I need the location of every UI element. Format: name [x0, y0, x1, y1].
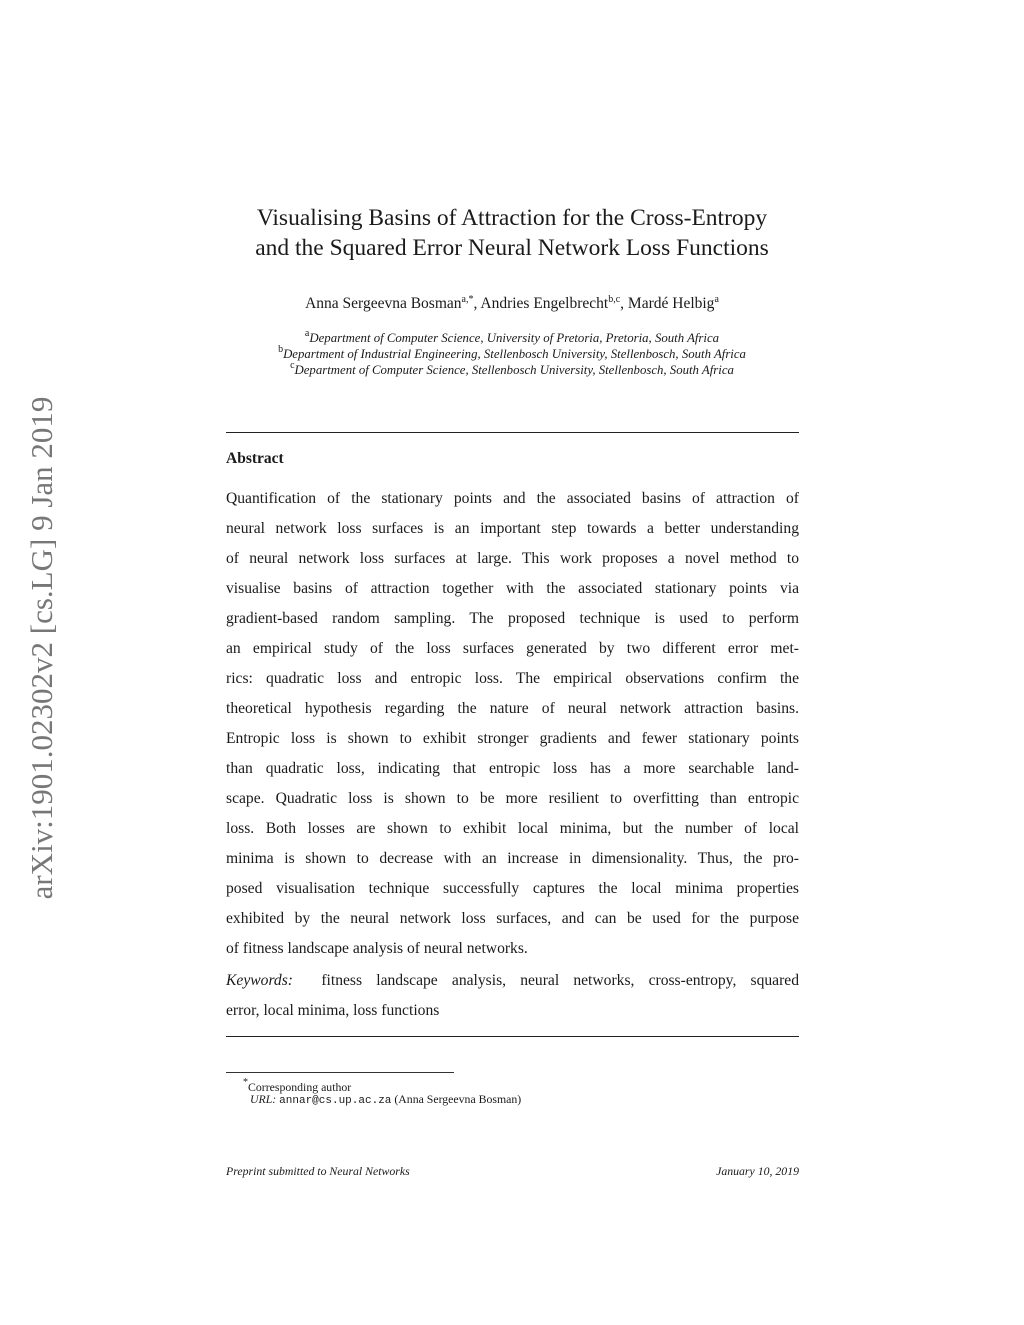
abstract-heading: Abstract: [226, 450, 284, 467]
keywords-line-2: error, local minima, loss functions: [226, 1002, 440, 1019]
abstract-line: than quadratic loss, indicating that entropic loss has a more searchable land-: [226, 760, 799, 777]
footer-date: January 10, 2019: [716, 1164, 799, 1178]
abstract-line: gradient-based random sampling. The proposed technique is used to perform: [226, 610, 799, 627]
abstract-line: theoretical hypothesis regarding the nature of neural network attraction basins.: [226, 700, 799, 717]
affiliation-mark: c: [290, 360, 295, 371]
author-affiliation-mark: b,c: [608, 294, 621, 305]
paper-title-line-1: Visualising Basins of Attraction for the Cross-Entropy: [256, 205, 768, 231]
author-name: Mardé Helbig: [627, 295, 715, 312]
author-affiliation-mark: a: [714, 294, 719, 305]
email-owner: (Anna Sergeevna Bosman): [394, 1092, 522, 1106]
footer-venue: Preprint submitted to Neural Networks: [226, 1164, 410, 1178]
affiliation-mark: a: [304, 328, 310, 339]
footnote-text: Corresponding author: [248, 1080, 352, 1094]
affiliation-text: Department of Computer Science, Stellenbosch University, Stellenbosch, South Africa: [294, 363, 734, 377]
abstract-bottom-rule: [226, 1036, 799, 1037]
author-list: Anna Sergeevna Bosman$^{a,*}$, Andries Engelbrecht$^{b,c}$, Mardé Helbig$^a$: [305, 294, 719, 312]
abstract-line: Quantification of the stationary points and the associated basins of attraction of: [226, 490, 799, 507]
abstract-top-rule: [226, 432, 799, 433]
author-name: Anna Sergeevna Bosman: [305, 295, 462, 312]
abstract-line: rics: quadratic loss and entropic loss. The empirical observations confirm the: [226, 670, 799, 687]
abstract-line: minima is shown to decrease with an increase in dimensionality. Thus, the pro-: [226, 850, 799, 867]
affiliation: [0, 358, 1024, 378]
keywords-text: fitness landscape analysis, neural networks, cross-entropy, squared: [321, 972, 800, 989]
abstract-line: neural network loss surfaces is an important step towards a better understanding: [226, 520, 799, 537]
keywords-line-1: [226, 971, 799, 991]
abstract-line: scape. Quadratic loss is shown to be more resilient to overfitting than entropic: [226, 790, 799, 807]
abstract-line: posed visualisation technique successfully captures the local minima properties: [226, 880, 799, 897]
footnote-mark: *: [243, 1077, 248, 1088]
abstract-line: loss. Both losses are shown to exhibit local minima, but the number of local: [226, 820, 799, 837]
abstract-line: Entropic loss is shown to exhibit stronger gradients and fewer stationary points: [226, 730, 799, 747]
author-name: Andries Engelbrecht: [480, 295, 609, 312]
abstract-line: exhibited by the neural network loss surfaces, and can be used for the purpose: [226, 910, 799, 927]
footnote-rule: [226, 1072, 454, 1073]
affiliation-text: Department of Computer Science, University of Pretoria, Pretoria, South Africa: [309, 331, 720, 345]
abstract-line: of fitness landscape analysis of neural networks.: [226, 940, 528, 957]
paper-title-line-2: and the Squared Error Neural Network Loss Functions: [255, 235, 769, 261]
abstract-line: an empirical study of the loss surfaces generated by two different error met-: [226, 640, 799, 657]
arxiv-identifier: arXiv:1901.02302v2 [cs.LG] 9 Jan 2019: [24, 396, 59, 900]
abstract-line: visualise basins of attraction together with the associated stationary points via: [226, 580, 799, 597]
affiliation-text: Department of Industrial Engineering, Stellenbosch University, Stellenbosch, South Africa: [283, 347, 746, 361]
abstract-line: of neural network loss surfaces at large. This work proposes a novel method to: [226, 550, 799, 567]
keywords-label: Keywords:: [226, 972, 293, 989]
affiliation-mark: b: [278, 344, 284, 355]
footnote-url: [250, 1091, 521, 1109]
email-link[interactable]: annar@cs.up.ac.za: [279, 1095, 392, 1107]
author-affiliation-mark: a,*: [461, 294, 474, 305]
url-label: URL:: [250, 1092, 277, 1106]
